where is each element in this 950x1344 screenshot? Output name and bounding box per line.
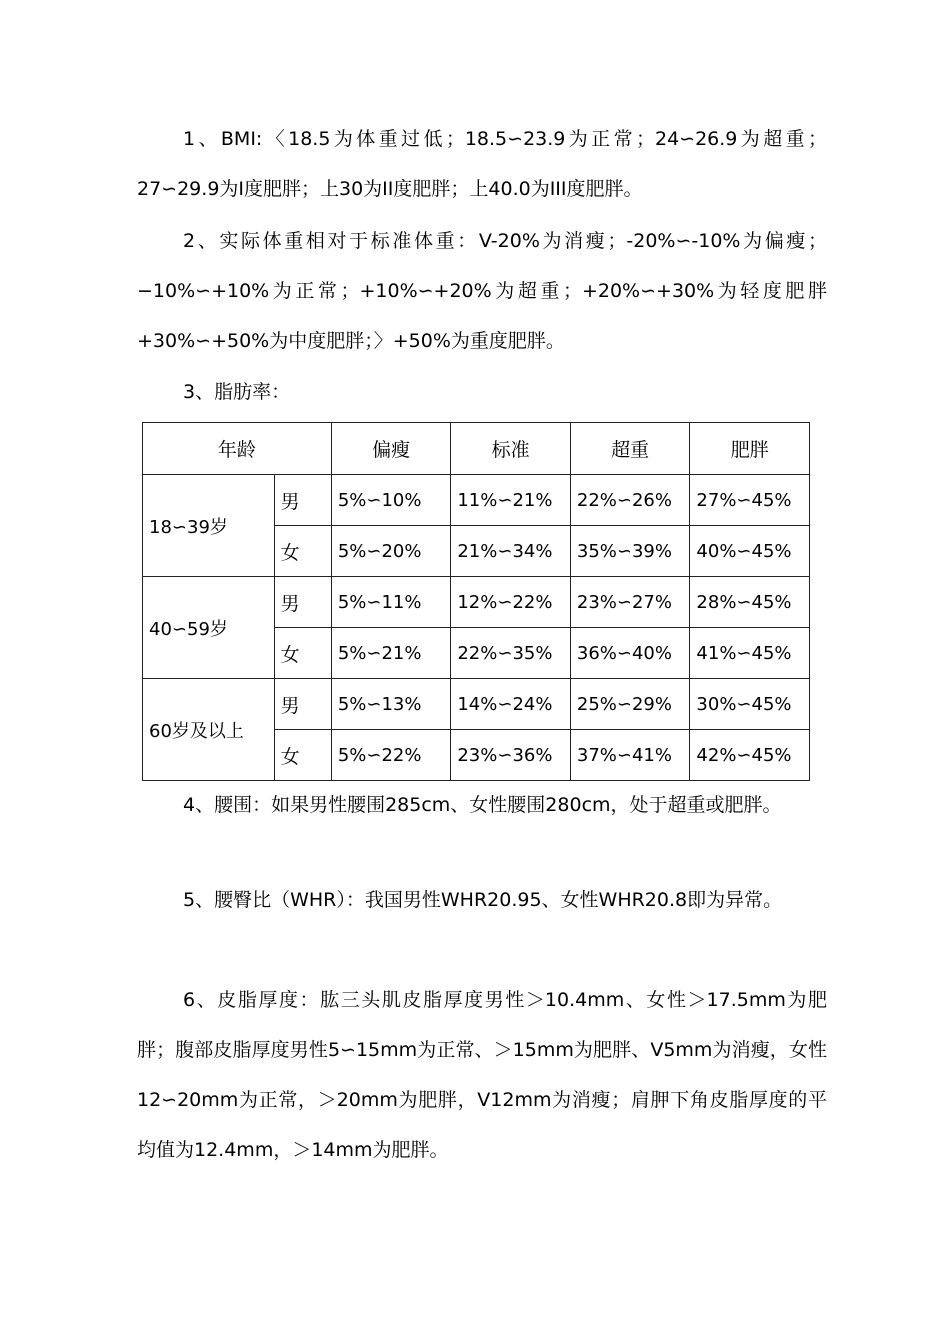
header-obese: 肥胖 [690, 423, 810, 475]
header-standard: 标准 [451, 423, 571, 475]
skinfold-paragraph: 6、皮脂厚度：肱三头肌皮脂厚度男性＞10.4mm、女性＞17.5mm为肥胖；腹部皮脂厚度男性5∽15mm为正常、＞15mm为肥胖、V5mm为消瘦，女性12∽20mm为正常，＞20mm为肥胖，V12mm为消瘦；肩胛下角皮脂厚度的平均值为12.4mm，＞14mm为肥胖。 [137, 989, 827, 1161]
value-cell: 12%∽22% [451, 577, 571, 628]
value-cell: 5%∽11% [331, 577, 451, 628]
value-cell: 5%∽22% [331, 730, 451, 781]
value-cell: 30%∽45% [690, 679, 810, 730]
body-fat-heading: 3、脂肪率： [183, 381, 291, 403]
value-cell: 25%∽29% [570, 679, 690, 730]
value-cell: 5%∽10% [331, 475, 451, 526]
value-cell: 28%∽45% [690, 577, 810, 628]
header-thin: 偏瘦 [331, 423, 451, 475]
waist-paragraph: 4、腰围：如果男性腰围285cm、女性腰围280cm，处于超重或肥胖。 [183, 794, 782, 816]
age-group-cell: 18∽39岁 [143, 475, 275, 577]
table-row [143, 475, 810, 526]
value-cell: 5%∽20% [331, 526, 451, 577]
sex-cell: 男 [274, 475, 331, 526]
value-cell: 23%∽36% [451, 730, 571, 781]
value-cell: 23%∽27% [570, 577, 690, 628]
sex-cell: 男 [274, 679, 331, 730]
value-cell: 5%∽21% [331, 628, 451, 679]
whr-paragraph: 5、腰臀比（WHR）：我国男性WHR20.95、女性WHR20.8即为异常。 [183, 889, 783, 911]
value-cell: 40%∽45% [690, 526, 810, 577]
table-row [143, 679, 810, 730]
value-cell: 14%∽24% [451, 679, 571, 730]
relative-weight-paragraph: 2、实际体重相对于标准体重：V-20%为消瘦；-20%∽-10%为偏瘦；−10%∽+10%为正常；+10%∽+20%为超重；+20%∽+30%为轻度肥胖+30%∽+50%为中度肥胖；〉+50%为重度肥胖。 [137, 230, 827, 352]
value-cell: 22%∽26% [570, 475, 690, 526]
age-group-cell: 60岁及以上 [143, 679, 275, 781]
value-cell: 11%∽21% [451, 475, 571, 526]
value-cell: 42%∽45% [690, 730, 810, 781]
sex-cell: 女 [274, 526, 331, 577]
sex-cell: 女 [274, 730, 331, 781]
value-cell: 41%∽45% [690, 628, 810, 679]
value-cell: 35%∽39% [570, 526, 690, 577]
value-cell: 21%∽34% [451, 526, 571, 577]
age-group-cell: 40∽59岁 [143, 577, 275, 679]
value-cell: 37%∽41% [570, 730, 690, 781]
body-fat-table [142, 422, 810, 781]
bmi-paragraph: 1、BMI:〈18.5为体重过低；18.5∽23.9为正常；24∽26.9为超重；27∽29.9为I度肥胖；上30为II度肥胖；上40.0为III度肥胖。 [137, 128, 827, 200]
sex-cell: 男 [274, 577, 331, 628]
sex-cell: 女 [274, 628, 331, 679]
header-overweight: 超重 [570, 423, 690, 475]
header-age: 年龄 [143, 423, 332, 475]
value-cell: 22%∽35% [451, 628, 571, 679]
table-row [143, 577, 810, 628]
value-cell: 5%∽13% [331, 679, 451, 730]
table-header-row [143, 423, 810, 475]
value-cell: 36%∽40% [570, 628, 690, 679]
value-cell: 27%∽45% [690, 475, 810, 526]
